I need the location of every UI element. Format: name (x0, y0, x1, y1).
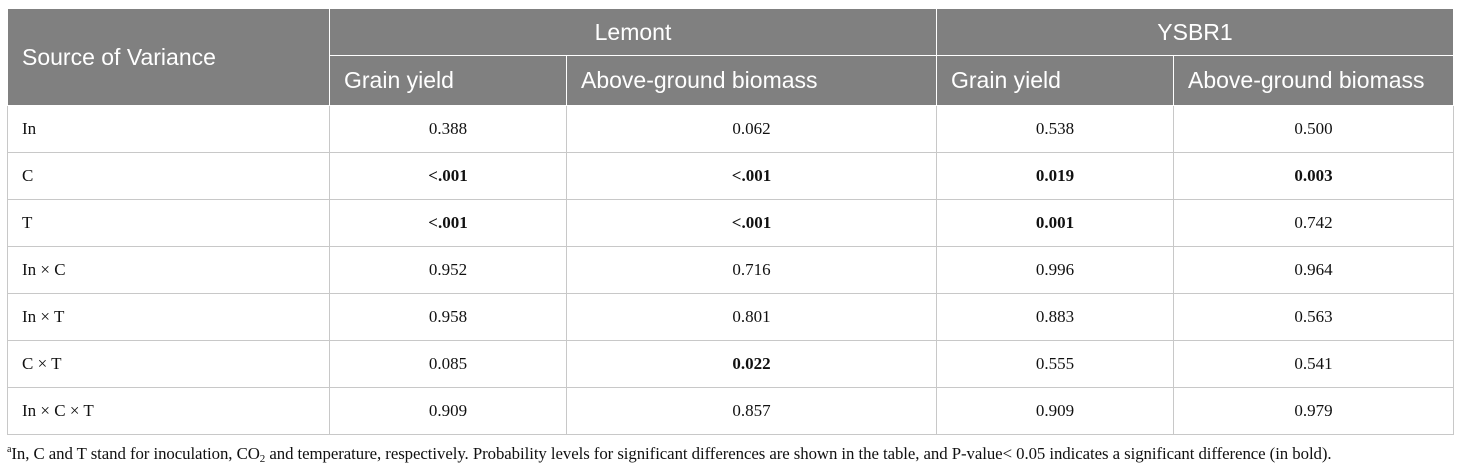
cell-value: <.001 (567, 153, 937, 200)
table-header (8, 9, 1454, 106)
cell-value: 0.563 (1174, 294, 1454, 341)
table-row (8, 153, 1454, 200)
cell-value: 0.001 (937, 200, 1174, 247)
table-row (8, 294, 1454, 341)
cell-value: 0.742 (1174, 200, 1454, 247)
cell-value: 0.952 (330, 247, 567, 294)
cell-value: 0.022 (567, 341, 937, 388)
row-label: T (8, 200, 330, 247)
cell-value: 0.909 (330, 388, 567, 435)
table-row (8, 388, 1454, 435)
header-source-of-variance: Source of Variance (8, 9, 330, 106)
table-footnote (7, 444, 1457, 465)
subheader-ysbr1-grain-yield: Grain yield (937, 56, 1174, 106)
row-label: C × T (8, 341, 330, 388)
footnote-text-after: and temperature, respectively. Probability levels for significant differences are shown in the table, and P-value< 0.05 indicates a significant difference (in bold). (265, 444, 1332, 463)
cell-value: 0.909 (937, 388, 1174, 435)
table-row (8, 200, 1454, 247)
cell-value: 0.555 (937, 341, 1174, 388)
row-label: In (8, 106, 330, 153)
cell-value: 0.979 (1174, 388, 1454, 435)
cell-value: <.001 (567, 200, 937, 247)
table-body (8, 106, 1454, 435)
cell-value: 0.541 (1174, 341, 1454, 388)
footnote-marker: a (7, 444, 12, 455)
cell-value: 0.019 (937, 153, 1174, 200)
table-row (8, 341, 1454, 388)
cell-value: 0.996 (937, 247, 1174, 294)
table-row (8, 247, 1454, 294)
cell-value: <.001 (330, 153, 567, 200)
anova-table (7, 8, 1454, 435)
subheader-lemont-grain-yield: Grain yield (330, 56, 567, 106)
cell-value: 0.538 (937, 106, 1174, 153)
cell-value: 0.003 (1174, 153, 1454, 200)
cell-value: 0.388 (330, 106, 567, 153)
footnote-text-before: In, C and T stand for inoculation, CO (11, 444, 260, 463)
cell-value: 0.062 (567, 106, 937, 153)
footnote-subscript: 2 (259, 453, 266, 465)
cell-value: 0.801 (567, 294, 937, 341)
cell-value: 0.500 (1174, 106, 1454, 153)
cell-value: 0.085 (330, 341, 567, 388)
row-label: In × C (8, 247, 330, 294)
subheader-ysbr1-biomass: Above-ground biomass (1174, 56, 1454, 106)
subheader-lemont-biomass: Above-ground biomass (567, 56, 937, 106)
anova-table-container (7, 8, 1453, 435)
header-group-lemont: Lemont (330, 9, 937, 56)
row-label: In × C × T (8, 388, 330, 435)
cell-value: 0.883 (937, 294, 1174, 341)
header-group-ysbr1: YSBR1 (937, 9, 1454, 56)
cell-value: 0.964 (1174, 247, 1454, 294)
cell-value: <.001 (330, 200, 567, 247)
cell-value: 0.716 (567, 247, 937, 294)
table-row (8, 106, 1454, 153)
cell-value: 0.958 (330, 294, 567, 341)
row-label: In × T (8, 294, 330, 341)
cell-value: 0.857 (567, 388, 937, 435)
row-label: C (8, 153, 330, 200)
